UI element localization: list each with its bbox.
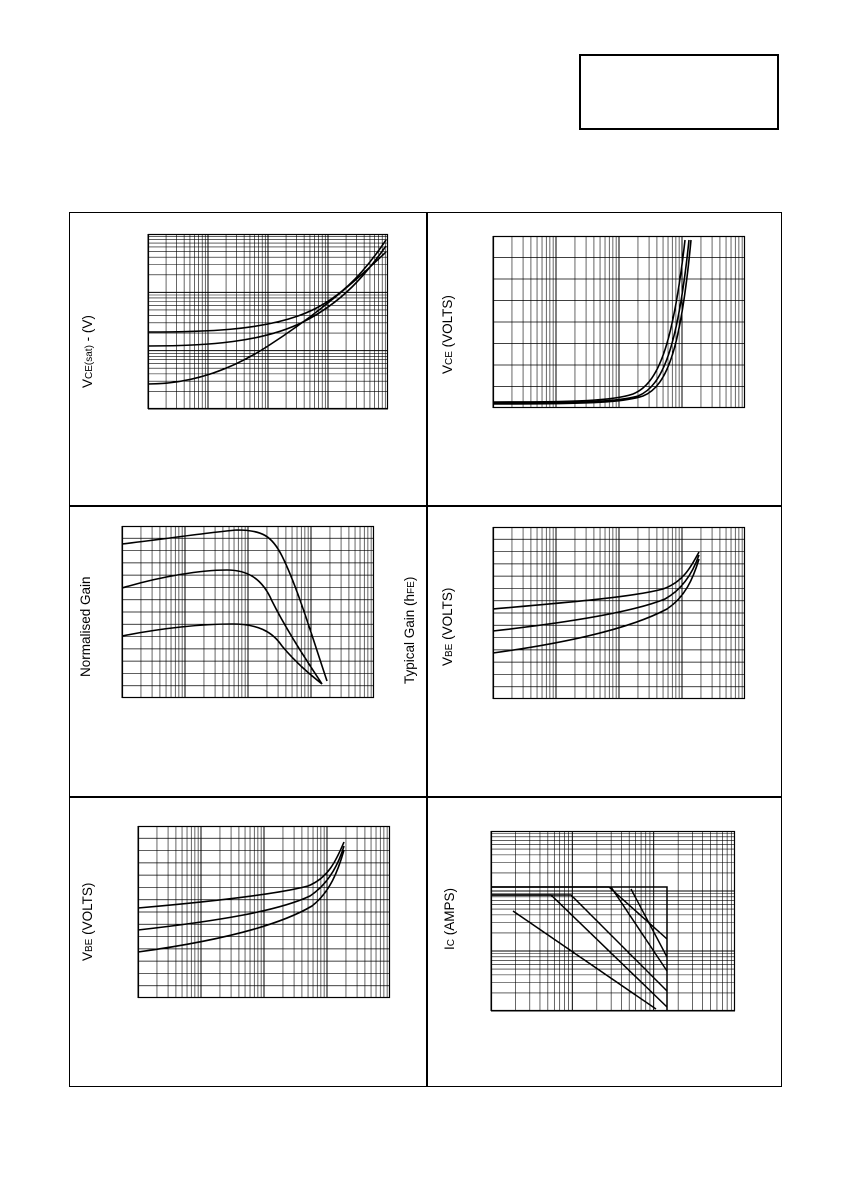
ic-soa-graph — [491, 831, 735, 1011]
vbe-left-graph — [138, 826, 390, 998]
ic-axis-label: IC (AMPS) — [442, 887, 457, 950]
vbe-mid-graph — [493, 527, 745, 699]
ic-soa-line-4 — [491, 895, 667, 991]
vce-curve-1 — [493, 240, 685, 402]
gain-graph — [122, 526, 374, 698]
vce-sat-grid — [148, 234, 388, 409]
row-divider-2 — [69, 796, 782, 798]
vbe-mid-axis-label: VBE (VOLTS) — [440, 587, 455, 666]
row-divider-1 — [69, 505, 782, 507]
column-divider — [426, 212, 428, 1087]
vbe-left-axis-label: VBE (VOLTS) — [80, 882, 95, 961]
gain-grid — [122, 526, 374, 698]
ic-soa-line-5 — [611, 887, 667, 971]
normalised-gain-axis-label: Normalised Gain — [78, 576, 93, 677]
vbe-left-grid — [138, 826, 390, 998]
vce-sat-curve-1 — [148, 240, 386, 332]
vce-grid — [493, 236, 745, 408]
vce-sat-curve-3 — [148, 252, 386, 384]
ic-soa-line-6 — [631, 889, 667, 957]
vbe-mid-grid — [493, 527, 745, 699]
title-box — [579, 54, 779, 130]
vce-curve-2 — [493, 240, 689, 403]
vce-graph — [493, 236, 745, 408]
gain-curve-1 — [122, 530, 327, 681]
typical-gain-axis-label: Typical Gain (hFE) — [402, 576, 417, 684]
vce-sat-axis-label: VCE(sat) - (V) — [80, 315, 95, 388]
vce-axis-label: VCE (VOLTS) — [440, 295, 455, 374]
vce-sat-graph — [148, 234, 388, 409]
